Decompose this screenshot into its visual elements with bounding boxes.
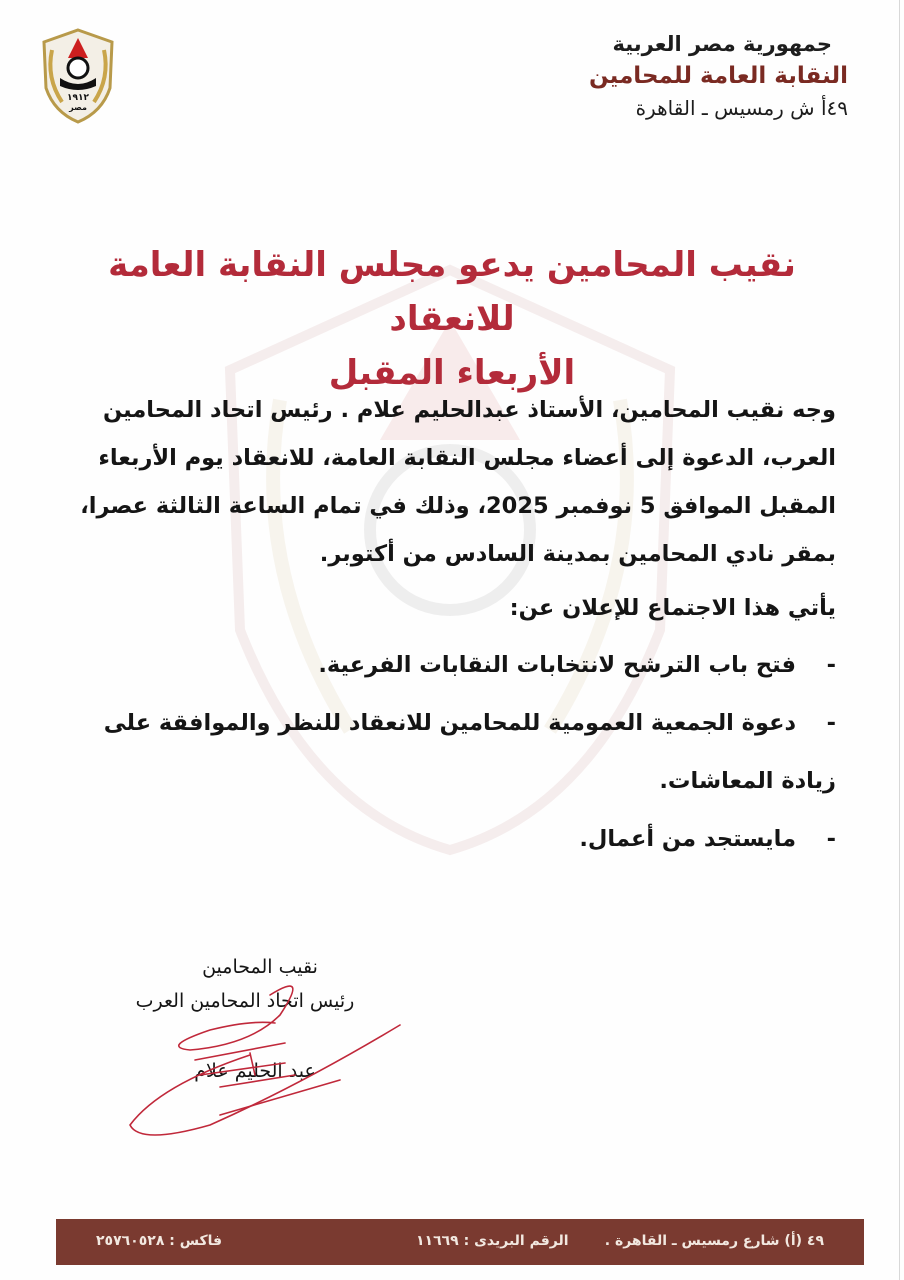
signatory-role: رئيس اتحاد المحامين العرب bbox=[135, 990, 355, 1012]
list-dash: - bbox=[826, 826, 836, 852]
agenda-item-text: فتح باب الترشح لانتخابات النقابات الفرعية. bbox=[318, 652, 796, 678]
agenda-item-continuation bbox=[68, 752, 836, 810]
body-line: العرب، الدعوة إلى أعضاء مجلس النقابة العامة، للانعقاد يوم الأربعاء bbox=[98, 445, 836, 471]
signatory-title: نقيب المحامين bbox=[202, 956, 318, 978]
list-dash: - bbox=[826, 710, 836, 736]
agenda-item-text: دعوة الجمعية العمومية للمحامين للانعقاد للنظر والموافقة على bbox=[103, 710, 796, 736]
logo-year: ١٩١٢ bbox=[67, 93, 89, 103]
organization-name: النقابة العامة للمحامين bbox=[588, 63, 848, 89]
letter-body bbox=[68, 386, 836, 868]
body-line: بمقر نادي المحامين بمدينة السادس من أكتوبر. bbox=[319, 541, 836, 567]
bar-association-emblem-icon bbox=[40, 28, 116, 124]
letterhead bbox=[548, 28, 848, 124]
logo-country: مصر bbox=[69, 103, 87, 112]
header-address: ٤٩أ ش رمسيس ـ القاهرة bbox=[635, 96, 848, 120]
agenda-item bbox=[68, 810, 836, 868]
signatory-name: عبد الحليم علام bbox=[194, 1060, 316, 1082]
page-edge bbox=[899, 0, 900, 1280]
footer-bar bbox=[56, 1219, 864, 1265]
handwritten-signature-icon bbox=[100, 975, 420, 1145]
footer-fax: فاكس : ٢٥٧٦٠٥٢٨ bbox=[96, 1233, 223, 1249]
agenda-item-text: مايستجد من أعمال. bbox=[579, 826, 796, 852]
body-line: المقبل الموافق 5 نوفمبر 2025، وذلك في تمام الساعة الثالثة عصرا، bbox=[80, 493, 836, 519]
headline-line-1: نقيب المحامين يدعو مجلس النقابة العامة للانعقاد bbox=[108, 245, 796, 339]
headline bbox=[70, 238, 834, 400]
agenda-item bbox=[68, 694, 836, 752]
footer-address: ٤٩ (أ) شارع رمسيس ـ القاهرة . bbox=[604, 1233, 824, 1249]
footer-postal-code: الرقم البريدى : ١١٦٦٩ bbox=[416, 1233, 569, 1249]
agenda-item bbox=[68, 636, 836, 694]
headline-line-2: الأربعاء المقبل bbox=[328, 353, 576, 393]
country-name: جمهورية مصر العربية bbox=[612, 32, 832, 56]
agenda-item-text: زيادة المعاشات. bbox=[659, 768, 836, 794]
agenda-intro: يأتي هذا الاجتماع للإعلان عن: bbox=[509, 595, 836, 621]
list-dash: - bbox=[826, 652, 836, 678]
agenda-list bbox=[68, 636, 836, 868]
body-line: وجه نقيب المحامين، الأستاذ عبدالحليم علام . رئيس اتحاد المحامين bbox=[102, 397, 836, 423]
